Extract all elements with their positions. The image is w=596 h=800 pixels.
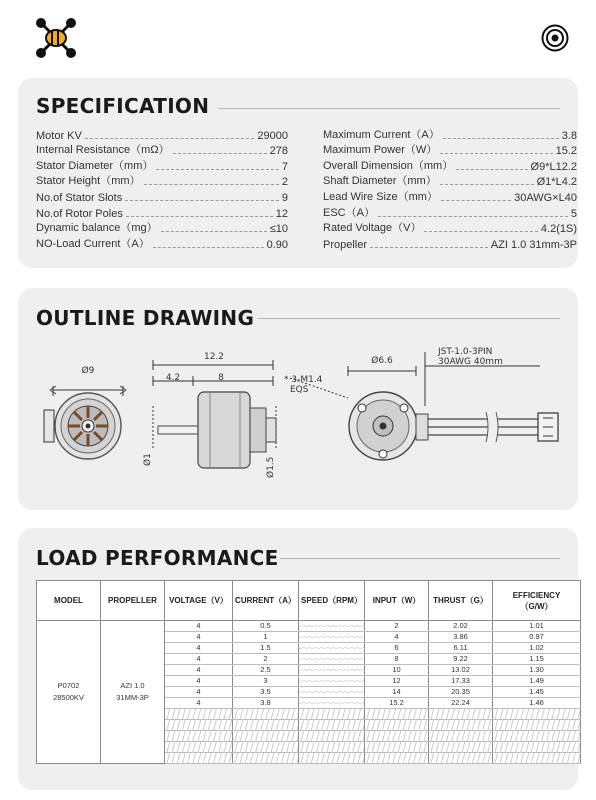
connector-label-line2: 30AWG 40mm bbox=[438, 357, 503, 367]
spec-list-right bbox=[323, 126, 577, 251]
load-performance-card bbox=[18, 528, 578, 790]
header-speed: SPEED（RPM） bbox=[299, 581, 365, 621]
table-row: 4 1 4 3.86 0.97 bbox=[37, 632, 581, 643]
spec-row: Dynamic balance（mg） ≤10 bbox=[36, 222, 288, 236]
table-row: P0702 28500KV AZI 1.0 31MM-3P 4 0.5 2 2.02 1.01 bbox=[37, 621, 581, 632]
table-row: 4 3.8 15.2 22.24 1.46 bbox=[37, 698, 581, 709]
table-row: 4 1.5 6 6.11 1.02 bbox=[37, 643, 581, 654]
load-performance-title: LOAD PERFORMANCE bbox=[36, 546, 279, 570]
outline-drawing-card bbox=[18, 288, 578, 510]
load-performance-table bbox=[36, 580, 581, 764]
mount-diameter-label: Ø6.6 bbox=[371, 356, 393, 366]
spec-row: Rated Voltage（V） 4.2(1S) bbox=[323, 222, 577, 236]
shaft-length-label: 4.2 bbox=[165, 373, 181, 383]
mount-note-line2: EQS bbox=[290, 385, 309, 395]
table-row: 4 3.5 14 20.35 1.45 bbox=[37, 687, 581, 698]
mount-note-line1: * 3-M1.4 bbox=[284, 375, 323, 385]
table-header-row bbox=[37, 581, 581, 621]
specification-title: SPECIFICATION bbox=[36, 94, 210, 118]
spec-row: Lead Wire Size（mm） 30AWG×L40 bbox=[323, 190, 577, 204]
specification-card bbox=[18, 78, 578, 268]
spec-row: No.of Stator Slots 9 bbox=[36, 191, 288, 204]
spec-list-left bbox=[36, 126, 288, 251]
header-input: INPUT（W） bbox=[365, 581, 429, 621]
spec-row: Overall Dimension（mm） Ø9*L12.2 bbox=[323, 159, 577, 173]
motor-front-view bbox=[44, 386, 126, 459]
header-current: CURRENT（A） bbox=[233, 581, 299, 621]
spec-row: Motor KV 29000 bbox=[36, 129, 288, 142]
spec-row: Propeller AZI 1.0 31mm-3P bbox=[323, 238, 577, 251]
body-length-label: 8 bbox=[218, 373, 224, 383]
spec-row: No.of Rotor Poles 12 bbox=[36, 207, 288, 220]
outline-title: OUTLINE DRAWING bbox=[36, 306, 255, 330]
table-row: 4 2.5 10 13.02 1.30 bbox=[37, 665, 581, 676]
title-divider bbox=[218, 108, 560, 109]
motor-rear-view bbox=[290, 352, 558, 460]
target-icon bbox=[541, 24, 569, 52]
outline-drawing bbox=[18, 288, 578, 510]
spec-row: Stator Height（mm） 2 bbox=[36, 175, 288, 189]
table-row: 4 3 12 17.33 1.49 bbox=[37, 676, 581, 687]
header-voltage: VOLTAGE（V） bbox=[165, 581, 233, 621]
spec-row: Shaft Diameter（mm） Ø1*L4.2 bbox=[323, 175, 577, 189]
header-model: MODEL bbox=[37, 581, 101, 621]
total-length-label: 12.2 bbox=[203, 352, 225, 362]
front-diameter-label: Ø9 bbox=[81, 366, 95, 376]
spec-row: Maximum Power（W） 15.2 bbox=[323, 144, 577, 158]
table-row: 4 2 8 9.22 1.15 bbox=[37, 654, 581, 665]
spec-row: ESC（A） 5 bbox=[323, 206, 577, 220]
spec-row: Internal Resistance（mΩ） 278 bbox=[36, 144, 288, 158]
title-divider bbox=[280, 558, 560, 559]
header-propeller: PROPELLER bbox=[101, 581, 165, 621]
header-thrust: THRUST（G） bbox=[429, 581, 493, 621]
brand-logo-icon bbox=[34, 16, 78, 60]
shaft-diameter-label: Ø1 bbox=[143, 453, 153, 466]
propeller-cell: AZI 1.0 31MM-3P bbox=[101, 621, 165, 764]
model-cell: P0702 28500KV bbox=[37, 621, 101, 764]
spec-row: Stator Diameter（mm） 7 bbox=[36, 159, 288, 173]
spec-row: Maximum Current（A） 3.8 bbox=[323, 128, 577, 142]
header-efficiency: EFFICIENCY （G/W） bbox=[493, 581, 581, 621]
spec-row: NO-Load Current（A） 0.90 bbox=[36, 237, 288, 251]
hub-diameter-label: Ø1.5 bbox=[266, 456, 276, 478]
connector-label-line1: JST-1.0-3PIN bbox=[438, 347, 493, 357]
